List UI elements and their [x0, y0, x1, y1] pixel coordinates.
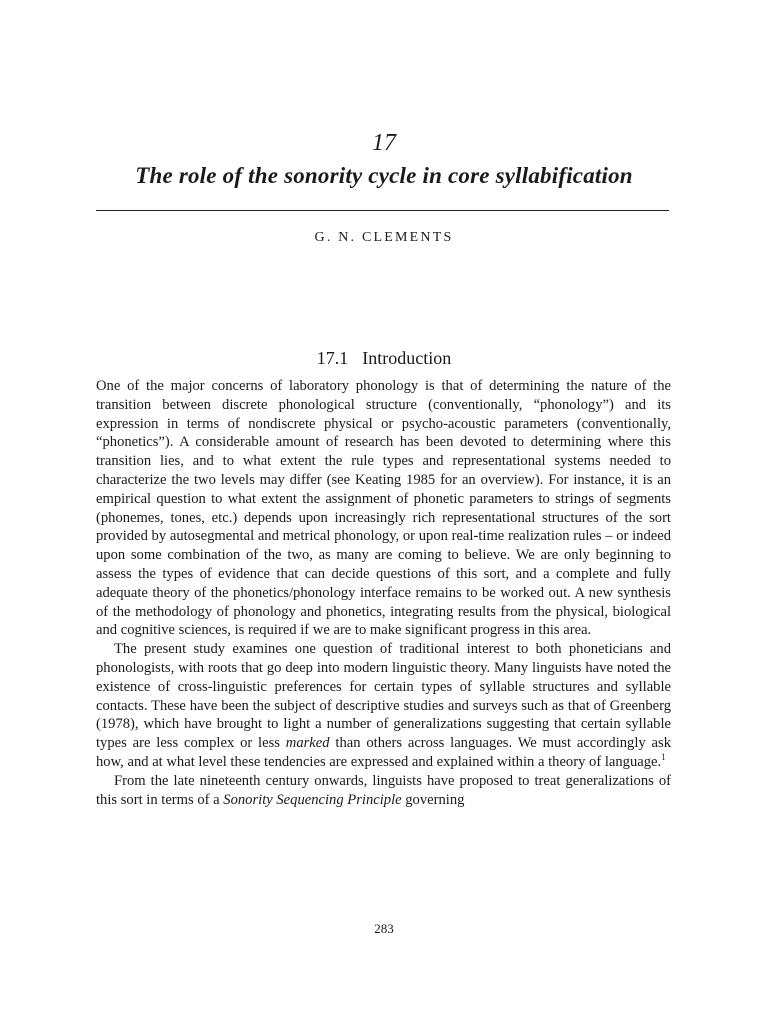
section-number: 17.1 — [316, 348, 349, 368]
paragraph-2 — [96, 640, 671, 772]
paragraph-1: One of the major concerns of laboratory phonology is that of determining the nature of the transition between discrete phonological structure (conventionally, “phonology”) and its expression in terms of nondiscrete physical or psycho‑acoustic parameters (conventionally, “phonetics”). A considerable amount of research has been devoted to determining where this transition lies, and to what extent the rule types and representational systems needed to characterize the two levels may differ (see Keating 1985 for an overview). For instance, it is an empirical question to what extent the assignment of phonetic parameters to strings of segments (phonemes, tones, etc.) depends upon increasingly rich representational structures of the sort provided by autosegmental and metrical phonology, or upon real-time realization rules – or indeed upon some combination of the two, as many are coming to believe. We are only beginning to assess the types of evidence that can decide questions of this sort, and a complete and fully adequate theory of the phonetics/phonology interface remains to be worked out. A new synthesis of the methodology of phonology and phonetics, integrating results from the physical, biological and cognitive sciences, is required if we are to make significant progress in this area. — [96, 378, 671, 639]
footnote-marker[interactable]: 1 — [661, 752, 666, 763]
section-title: Introduction — [362, 348, 452, 368]
emphasis-sonority-principle: Sonority Sequencing Principle — [223, 791, 402, 808]
emphasis-marked: marked — [285, 735, 330, 752]
paragraph-3 — [96, 772, 671, 810]
section-heading — [0, 347, 768, 369]
body-text — [96, 377, 671, 809]
chapter-number: 17 — [372, 130, 396, 156]
paragraph-2-text-end: than others across languages. We must accordingly ask how, and at what level these tendencies are expressed and explained within a theory of language. — [96, 735, 671, 770]
chapter-title: The role of the sonority cycle in core syllabification — [135, 163, 633, 188]
author-name: G. N. CLEMENTS — [314, 230, 454, 245]
page-number: 283 — [374, 921, 394, 936]
paragraph-3-text: From the late nineteenth century onwards, linguists have proposed to treat generalizations of this sort in terms of a — [96, 772, 671, 808]
paragraph-2-text: The present study examines one question of traditional interest to both phoneticians and phonologists, with roots that go deep into modern linguistic theory. Many linguists have noted the existence of cross-linguistic preferences for certain types of syllable structures and syllable contacts. These have been the subject of descriptive studies and surveys such as that of Greenberg (1978), which have brought to light a number of generalizations suggesting that certain syllable types are less complex or less — [96, 641, 671, 752]
title-divider — [96, 210, 669, 211]
paragraph-3-text-end: governing — [401, 791, 465, 808]
